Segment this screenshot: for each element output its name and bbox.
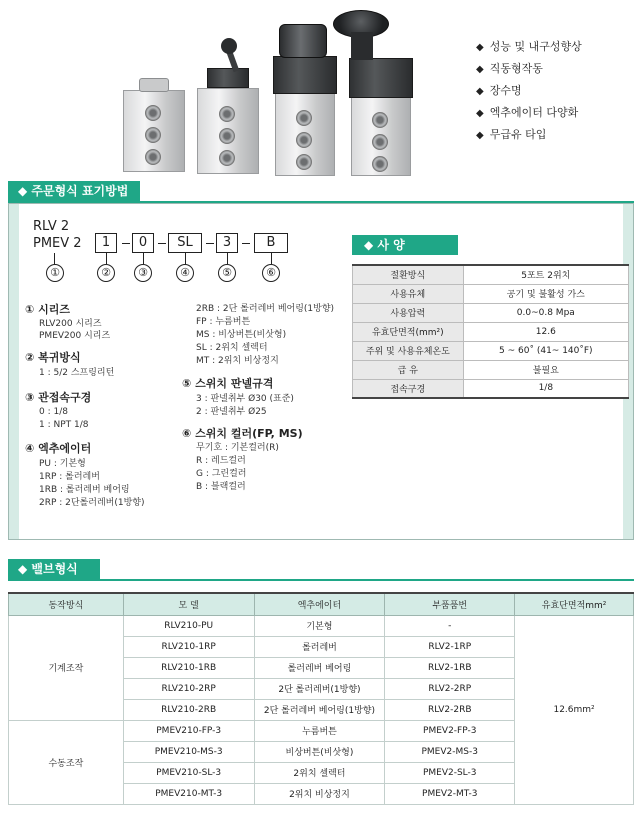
model-cell: RLV210-2RB bbox=[123, 699, 254, 720]
col-header: 모 델 bbox=[123, 593, 254, 615]
group-mechanical: 기계조작 bbox=[9, 615, 124, 720]
spec-value: 0.0~0.8 Mpa bbox=[463, 303, 628, 322]
diamond-bullet-icon: ◆ bbox=[476, 86, 484, 97]
product-photo-group bbox=[115, 10, 425, 180]
part-cell: RLV2-2RB bbox=[385, 699, 515, 720]
series-code-pmev: PMEV 2 bbox=[33, 236, 82, 251]
series-code-rlv: RLV 2 bbox=[33, 219, 70, 234]
code-leader bbox=[227, 253, 228, 264]
model-cell: PMEV210-MS-3 bbox=[123, 741, 254, 762]
spec-value: 5포트 2위치 bbox=[463, 265, 628, 284]
legend-item: MT : 2위치 비상정지 bbox=[196, 356, 279, 366]
port bbox=[219, 150, 235, 166]
diamond-bullet-icon: ◆ bbox=[476, 42, 484, 53]
code-index-1: ① bbox=[46, 264, 64, 282]
port bbox=[219, 128, 235, 144]
diamond-bullet-icon: ◆ bbox=[476, 64, 484, 75]
actuator-cell: 2위치 비상정지 bbox=[254, 783, 385, 804]
code-leader bbox=[185, 253, 186, 264]
port bbox=[145, 149, 161, 165]
legend-actuator-title: ④ 엑추에이터 bbox=[25, 442, 92, 455]
col-header: 동작방식 bbox=[9, 593, 124, 615]
feature-item: ◆ 엑추에이터 다양화 bbox=[476, 106, 579, 119]
port bbox=[296, 132, 312, 148]
spec-key: 절환방식 bbox=[353, 265, 464, 284]
model-cell: RLV210-2RP bbox=[123, 678, 254, 699]
code-dash bbox=[242, 243, 250, 244]
legend-panel-title: ⑤ 스위치 판넬규격 bbox=[182, 377, 274, 390]
spec-value: 12.6 bbox=[463, 322, 628, 341]
legend-item: 2RP : 2단롤러레버(1방향) bbox=[39, 498, 145, 508]
col-header: 부품품번 bbox=[385, 593, 515, 615]
part-cell: PMEV2-FP-3 bbox=[385, 720, 515, 741]
spec-value: 불필요 bbox=[463, 360, 628, 379]
actuator-cell: 롤러레버 bbox=[254, 636, 385, 657]
legend-item: FP : 누름버튼 bbox=[196, 317, 251, 327]
legend-item: 2RB : 2단 롤러레버 베어링(1방향) bbox=[196, 304, 335, 314]
part-cell: PMEV2-MT-3 bbox=[385, 783, 515, 804]
legend-item: 2 : 판넬취부 Ø25 bbox=[196, 407, 267, 417]
part-cell: PMEV2-MS-3 bbox=[385, 741, 515, 762]
feature-item: ◆ 무급유 타입 bbox=[476, 128, 547, 141]
spec-value: 5 ~ 60˚ (41~ 140˚F) bbox=[463, 341, 628, 360]
spec-key: 유효단면적(mm²) bbox=[353, 322, 464, 341]
port bbox=[145, 105, 161, 121]
code-leader bbox=[54, 253, 55, 264]
port bbox=[296, 110, 312, 126]
legend-item: B : 블랙컬러 bbox=[196, 482, 246, 492]
spec-key: 주위 및 사용유체온도 bbox=[353, 341, 464, 360]
part-cell: PMEV2-SL-3 bbox=[385, 762, 515, 783]
spec-row bbox=[353, 379, 629, 398]
spec-key: 사용유체 bbox=[353, 284, 464, 303]
spec-row bbox=[353, 303, 629, 322]
port bbox=[372, 112, 388, 128]
code-index-3: ③ bbox=[134, 264, 152, 282]
spec-key: 급 유 bbox=[353, 360, 464, 379]
code-dash bbox=[206, 243, 214, 244]
code-leader bbox=[106, 253, 107, 264]
legend-item: PU : 기본형 bbox=[39, 459, 86, 469]
actuator-cell: 누름버튼 bbox=[254, 720, 385, 741]
valve-table bbox=[8, 592, 634, 805]
part-cell: - bbox=[385, 615, 515, 636]
legend-item: 1 : NPT 1/8 bbox=[39, 420, 89, 430]
model-cell: RLV210-PU bbox=[123, 615, 254, 636]
group-manual: 수동조작 bbox=[9, 720, 124, 804]
code-dash bbox=[122, 243, 130, 244]
model-cell: PMEV210-SL-3 bbox=[123, 762, 254, 783]
button-housing bbox=[273, 56, 337, 94]
spec-row bbox=[353, 360, 629, 379]
part-cell: RLV2-1RB bbox=[385, 657, 515, 678]
plunger bbox=[139, 78, 169, 92]
legend-color-title: ⑥ 스위치 컬러(FP, MS) bbox=[182, 427, 303, 440]
port bbox=[145, 127, 161, 143]
code-index-2: ② bbox=[97, 264, 115, 282]
spec-row bbox=[353, 341, 629, 360]
spec-row bbox=[353, 322, 629, 341]
code-box-port: 0 bbox=[132, 233, 154, 253]
legend-return-title: ② 복귀방식 bbox=[25, 351, 81, 364]
model-cell: PMEV210-FP-3 bbox=[123, 720, 254, 741]
port bbox=[372, 156, 388, 172]
code-box-actuator: SL bbox=[168, 233, 202, 253]
code-index-5: ⑤ bbox=[218, 264, 236, 282]
legend-item: 0 : 1/8 bbox=[39, 407, 68, 417]
code-index-4: ④ bbox=[176, 264, 194, 282]
code-box-color: B bbox=[254, 233, 288, 253]
legend-item: SL : 2위치 셀렉터 bbox=[196, 343, 268, 353]
section-divider bbox=[8, 579, 634, 581]
code-box-return: 1 bbox=[95, 233, 117, 253]
table-row bbox=[9, 615, 634, 636]
feature-item: ◆ 장수명 bbox=[476, 84, 522, 97]
actuator-cell: 비상버튼(비삿형) bbox=[254, 741, 385, 762]
spec-row bbox=[353, 284, 629, 303]
legend-item: PMEV200 시리즈 bbox=[39, 331, 111, 341]
roller-lever bbox=[207, 68, 249, 88]
legend-series-title: ① 시리즈 bbox=[25, 303, 71, 316]
code-dash bbox=[158, 243, 166, 244]
col-header: 유효단면적mm² bbox=[515, 593, 634, 615]
model-cell: RLV210-1RP bbox=[123, 636, 254, 657]
legend-item: 3 : 판넬취부 Ø30 (표준) bbox=[196, 394, 294, 404]
push-button bbox=[279, 24, 327, 58]
feature-item: ◆ 직동형작동 bbox=[476, 62, 543, 75]
valve-table-header bbox=[9, 593, 634, 615]
order-section-title: ◆ 주문형식 표기방법 bbox=[8, 181, 140, 201]
diamond-bullet-icon: ◆ bbox=[476, 130, 484, 141]
part-cell: RLV2-1RP bbox=[385, 636, 515, 657]
legend-item: MS : 비상버튼(비삿형) bbox=[196, 330, 287, 340]
button-housing bbox=[349, 58, 413, 98]
button-stem bbox=[351, 32, 373, 60]
legend-item: G : 그린컬러 bbox=[196, 469, 247, 479]
code-leader bbox=[271, 253, 272, 264]
legend-item: 1RP : 롤러레버 bbox=[39, 472, 100, 482]
spec-value: 공기 및 불활성 가스 bbox=[463, 284, 628, 303]
actuator-cell: 기본형 bbox=[254, 615, 385, 636]
col-header: 엑추에이터 bbox=[254, 593, 385, 615]
feature-item: ◆ 성능 및 내구성향상 bbox=[476, 40, 582, 53]
valve-section-title: ◆ 밸브형식 bbox=[8, 559, 100, 579]
part-cell: RLV2-2RP bbox=[385, 678, 515, 699]
spec-key: 사용압력 bbox=[353, 303, 464, 322]
port bbox=[296, 154, 312, 170]
actuator-cell: 2단 롤러레버 베어링(1방향) bbox=[254, 699, 385, 720]
model-cell: PMEV210-MT-3 bbox=[123, 783, 254, 804]
spec-title: ◆ 사 양 bbox=[352, 235, 458, 255]
spec-row bbox=[353, 265, 629, 284]
legend-item: 무기호 : 기본컬러(R) bbox=[196, 443, 279, 453]
spec-value: 1/8 bbox=[463, 379, 628, 398]
port bbox=[219, 106, 235, 122]
legend-item: 1 : 5/2 스프링리턴 bbox=[39, 368, 115, 378]
actuator-cell: 롤러레버 베어링 bbox=[254, 657, 385, 678]
spec-table bbox=[352, 264, 629, 399]
legend-item: RLV200 시리즈 bbox=[39, 319, 102, 329]
code-leader bbox=[143, 253, 144, 264]
legend-item: 1RB : 롤러레버 베어링 bbox=[39, 485, 130, 495]
legend-port-title: ③ 관접속구경 bbox=[25, 391, 92, 404]
port bbox=[372, 134, 388, 150]
actuator-cell: 2위치 셀렉터 bbox=[254, 762, 385, 783]
legend-item: R : 레드컬러 bbox=[196, 456, 246, 466]
model-cell: RLV210-1RB bbox=[123, 657, 254, 678]
actuator-cell: 2단 롤러레버(1방향) bbox=[254, 678, 385, 699]
code-index-6: ⑥ bbox=[262, 264, 280, 282]
code-box-panel: 3 bbox=[216, 233, 238, 253]
roller-wheel bbox=[221, 38, 237, 54]
spec-key: 접속구경 bbox=[353, 379, 464, 398]
diamond-bullet-icon: ◆ bbox=[476, 108, 484, 119]
area-cell: 12.6mm² bbox=[515, 615, 634, 804]
